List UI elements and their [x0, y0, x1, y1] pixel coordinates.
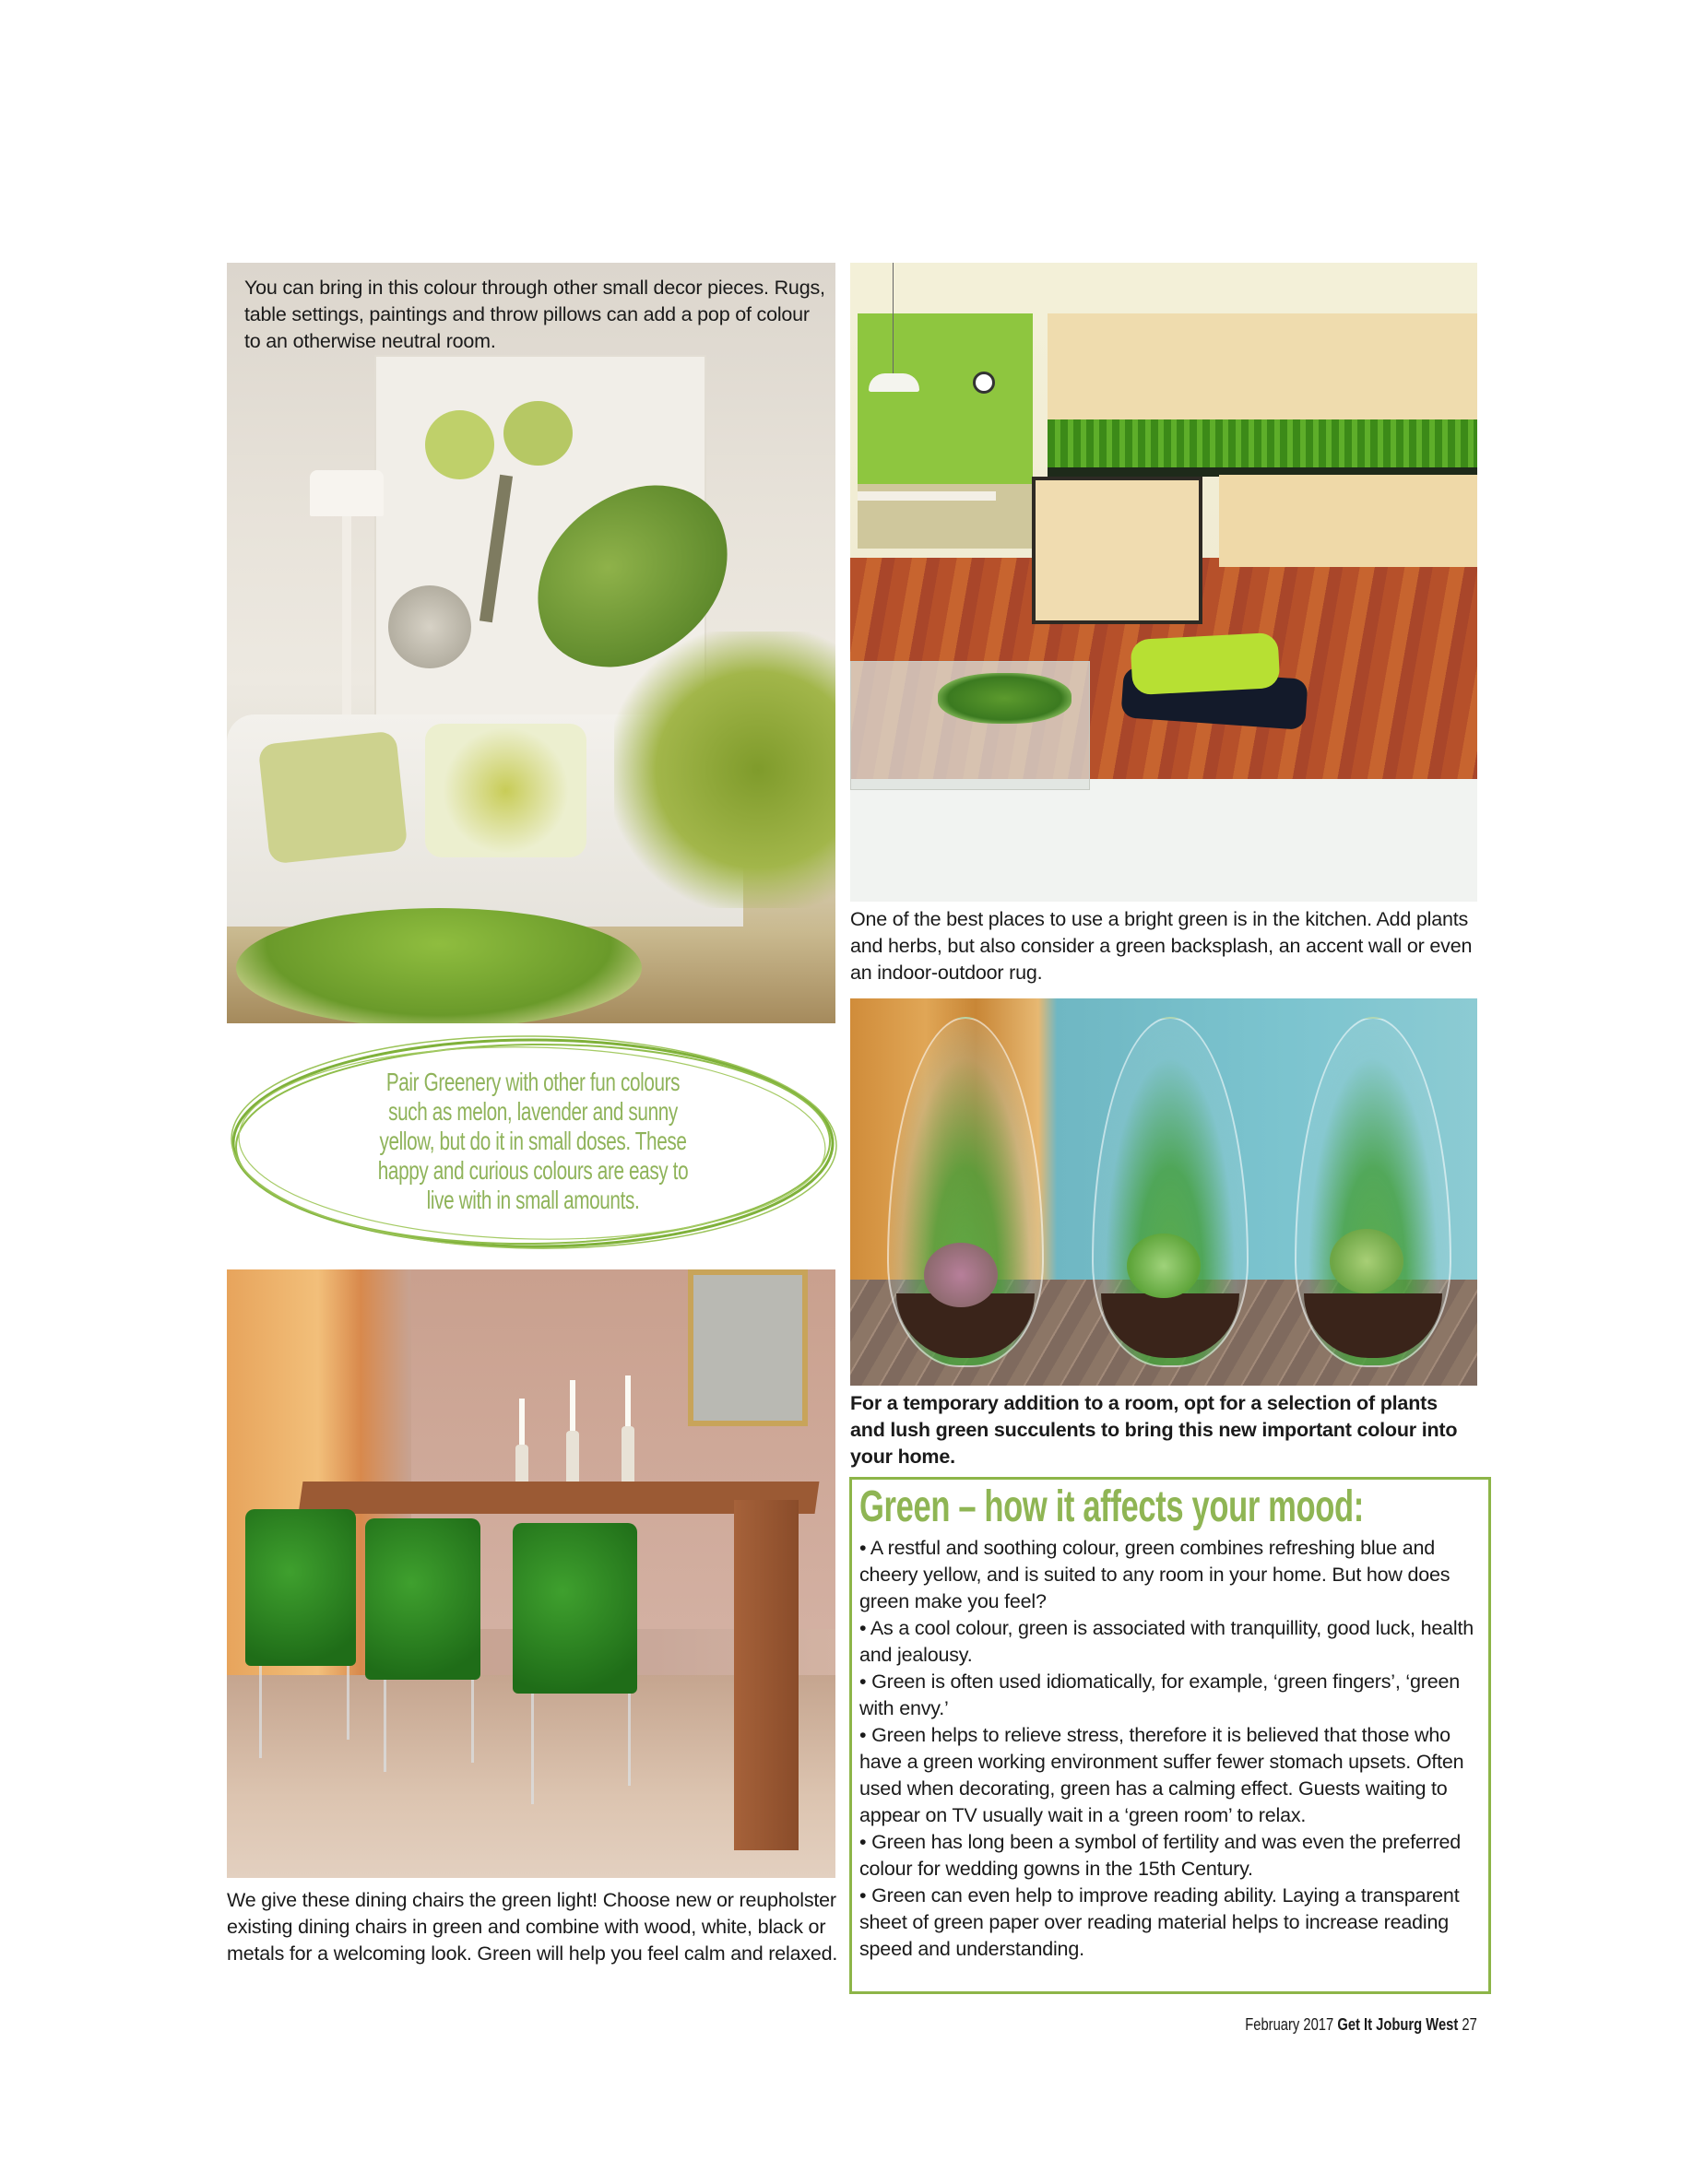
- dining-table: [858, 491, 996, 501]
- rug: [850, 779, 1477, 902]
- green-succulent: [1127, 1234, 1201, 1298]
- page-number: 27: [1462, 2015, 1477, 2034]
- purple-succulent: [924, 1243, 998, 1307]
- dining-table-leg: [734, 1500, 799, 1850]
- callout-line: yellow, but do it in small doses. These: [379, 1127, 687, 1155]
- chair-leg: [384, 1680, 386, 1772]
- pendant-cord: [893, 263, 894, 375]
- upper-cabinets: [1048, 313, 1477, 419]
- succulents-caption: For a temporary addition to a room, opt for a selection of plants and lush green succulents to bring this new important colour into your home.: [850, 1392, 1458, 1468]
- living-room-caption: You can bring in this colour through other small decor pieces. Rugs, table settings, paintings and throw pillows can add a pop of colour to an otherwise neutral room.: [244, 277, 825, 352]
- green-pillow: [258, 731, 408, 865]
- candle: [570, 1380, 575, 1431]
- green-chair: [365, 1518, 480, 1680]
- pendant-lamp: [869, 373, 919, 392]
- pull-quote-callout: [227, 1033, 839, 1254]
- lime-cushion: [1131, 632, 1281, 695]
- chair-leg: [347, 1666, 349, 1740]
- green-tray: [938, 673, 1072, 724]
- publication-name: Get It Joburg West: [1337, 2015, 1459, 2034]
- dining-room-photo: [227, 1269, 835, 1878]
- decor-plate: [388, 585, 471, 668]
- callout-text: [306, 1068, 759, 1215]
- chair-leg: [259, 1666, 262, 1758]
- chair-leg: [531, 1694, 534, 1804]
- art-pod: [503, 401, 573, 466]
- apple-bowl: [236, 908, 642, 1023]
- living-room-photo: [227, 263, 835, 1023]
- callout-line: such as melon, lavender and sunny: [388, 1097, 678, 1126]
- wall-clock-icon: [973, 372, 995, 394]
- lamp-stand: [342, 516, 351, 719]
- plant: [614, 632, 835, 908]
- candle: [625, 1375, 631, 1426]
- list-item: • Green has long been a symbol of fertility and was even the preferred colour for wedding gowns in the 15th Century.: [859, 1831, 1462, 1880]
- issue-date: February 2017: [1245, 2015, 1334, 2034]
- mood-info-box: [849, 1477, 1491, 1994]
- green-accent-wall: [858, 313, 1033, 484]
- green-chair: [513, 1523, 637, 1694]
- wall-shelf: [688, 1269, 808, 1426]
- green-succulent: [1330, 1229, 1403, 1293]
- patterned-pillow: [425, 724, 586, 857]
- dining-caption: We give these dining chairs the green light! Choose new or reupholster existing dining chairs in green and combine with wood, white, black or metals for a welcoming look. Green will help you feel calm and relaxed.: [227, 1889, 838, 1965]
- art-pod: [425, 410, 494, 479]
- mood-list: [859, 1535, 1486, 1963]
- page-footer: [1245, 2015, 1477, 2035]
- list-item: • As a cool colour, green is associated with tranquillity, good luck, health and jealousy.: [859, 1617, 1474, 1666]
- callout-line: Pair Greenery with other fun colours: [385, 1068, 681, 1096]
- chair-leg: [471, 1680, 474, 1763]
- list-item: • Green is often used idiomatically, for example, ‘green fingers’, ‘green with envy.’: [859, 1670, 1460, 1719]
- green-chair: [245, 1509, 356, 1666]
- lower-cabinets: [1219, 475, 1477, 567]
- kitchen-photo: [850, 263, 1477, 902]
- succulents-photo: [850, 998, 1477, 1386]
- green-backsplash: [1048, 419, 1477, 470]
- candle: [519, 1399, 525, 1449]
- mood-box-title: Green – how it affects your mood:: [859, 1482, 1364, 1531]
- list-item: • A restful and soothing colour, green combines refreshing blue and cheery yellow, and is suited to any room in your home. But how does green make you feel?: [859, 1537, 1450, 1612]
- callout-line: happy and curious colours are easy to: [377, 1156, 689, 1185]
- lamp-shade: [310, 470, 384, 516]
- list-item: • Green helps to relieve stress, therefore it is believed that those who have a green working environment suffer fewer stomach upsets. Often used when decorating, green has a calming effect. Guests waiting to appear on TV usually wait in a ‘green room’ to relax.: [859, 1724, 1464, 1826]
- kitchen-island: [1032, 477, 1202, 624]
- kitchen-caption: One of the best places to use a bright green is in the kitchen. Add plants and herbs, but also consider a green backsplash, an accent wall or even an indoor-outdoor rug.: [850, 908, 1473, 984]
- list-item: • Green can even help to improve reading ability. Laying a transparent sheet of green paper over reading material helps to increase reading speed and understanding.: [859, 1884, 1460, 1960]
- chair-leg: [628, 1694, 631, 1786]
- callout-line: live with in small amounts.: [426, 1186, 640, 1214]
